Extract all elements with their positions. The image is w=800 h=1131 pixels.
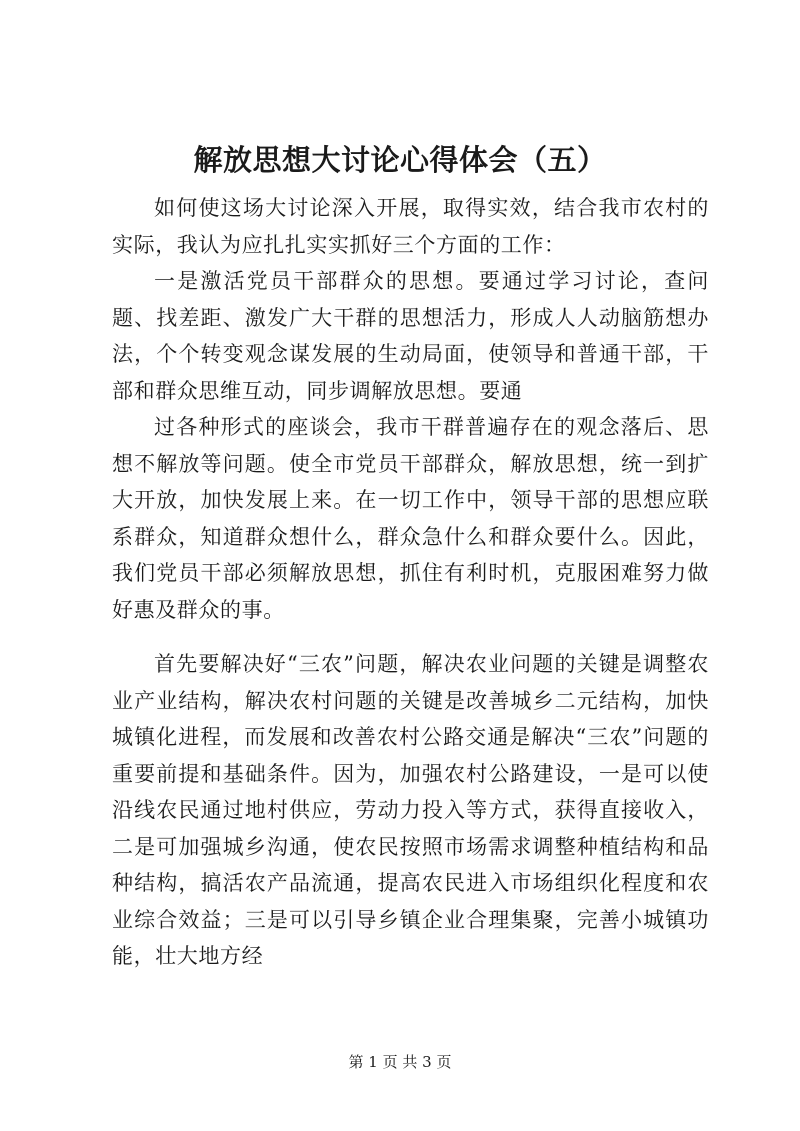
- paragraph-first-point: 一是激活党员干部群众的思想。要通过学习讨论，查问题、找差距、激发广大干群的思想活力，形成人人动脑筋想办法，个个转变观念谋发展的生动局面，使领导和普通干部，干部和群众思维互动，同步调解放思想。要通: [112, 269, 709, 403]
- page-footer: 第 1 页 共 3 页: [348, 1053, 452, 1071]
- document-body: [112, 190, 709, 975]
- paragraph-three-rural: 首先要解决好“三农”问题，解决农业问题的关键是调整农业产业结构，解决农村问题的关键是改善城乡二元结构，加快城镇化进程，而发展和改善农村公路交通是解决“三农”问题的重要前提和基础条件。因为，加强农村公路建设，一是可以使沿线农民通过地村供应，劳动力投入等方式，获得直接收入，二是可加强城乡沟通，使农民按照市场需求调整种植结构和品种结构，搞活农产品流通，提高农民进入市场组织化程度和农业综合效益；三是可以引导乡镇企业合理集聚，完善小城镇功能，壮大地方经: [112, 652, 709, 968]
- paragraph-forums: 过各种形式的座谈会，我市干群普遍存在的观念落后、思想不解放等问题。使全市党员干部群众，解放思想，统一到扩大开放，加快发展上来。在一切工作中，领导干部的思想应联系群众，知道群众想什么，群众急什么和群众要什么。因此，我们党员干部必须解放思想，抓住有利时机，克服困难努力做好惠及群众的事。: [112, 415, 709, 622]
- page-title: 解放思想大讨论心得体会（五）: [193, 143, 607, 177]
- paragraph-intro: 如何使这场大讨论深入开展，取得实效，结合我市农村的实际，我认为应扎扎实实抓好三个方面的工作：: [112, 196, 709, 257]
